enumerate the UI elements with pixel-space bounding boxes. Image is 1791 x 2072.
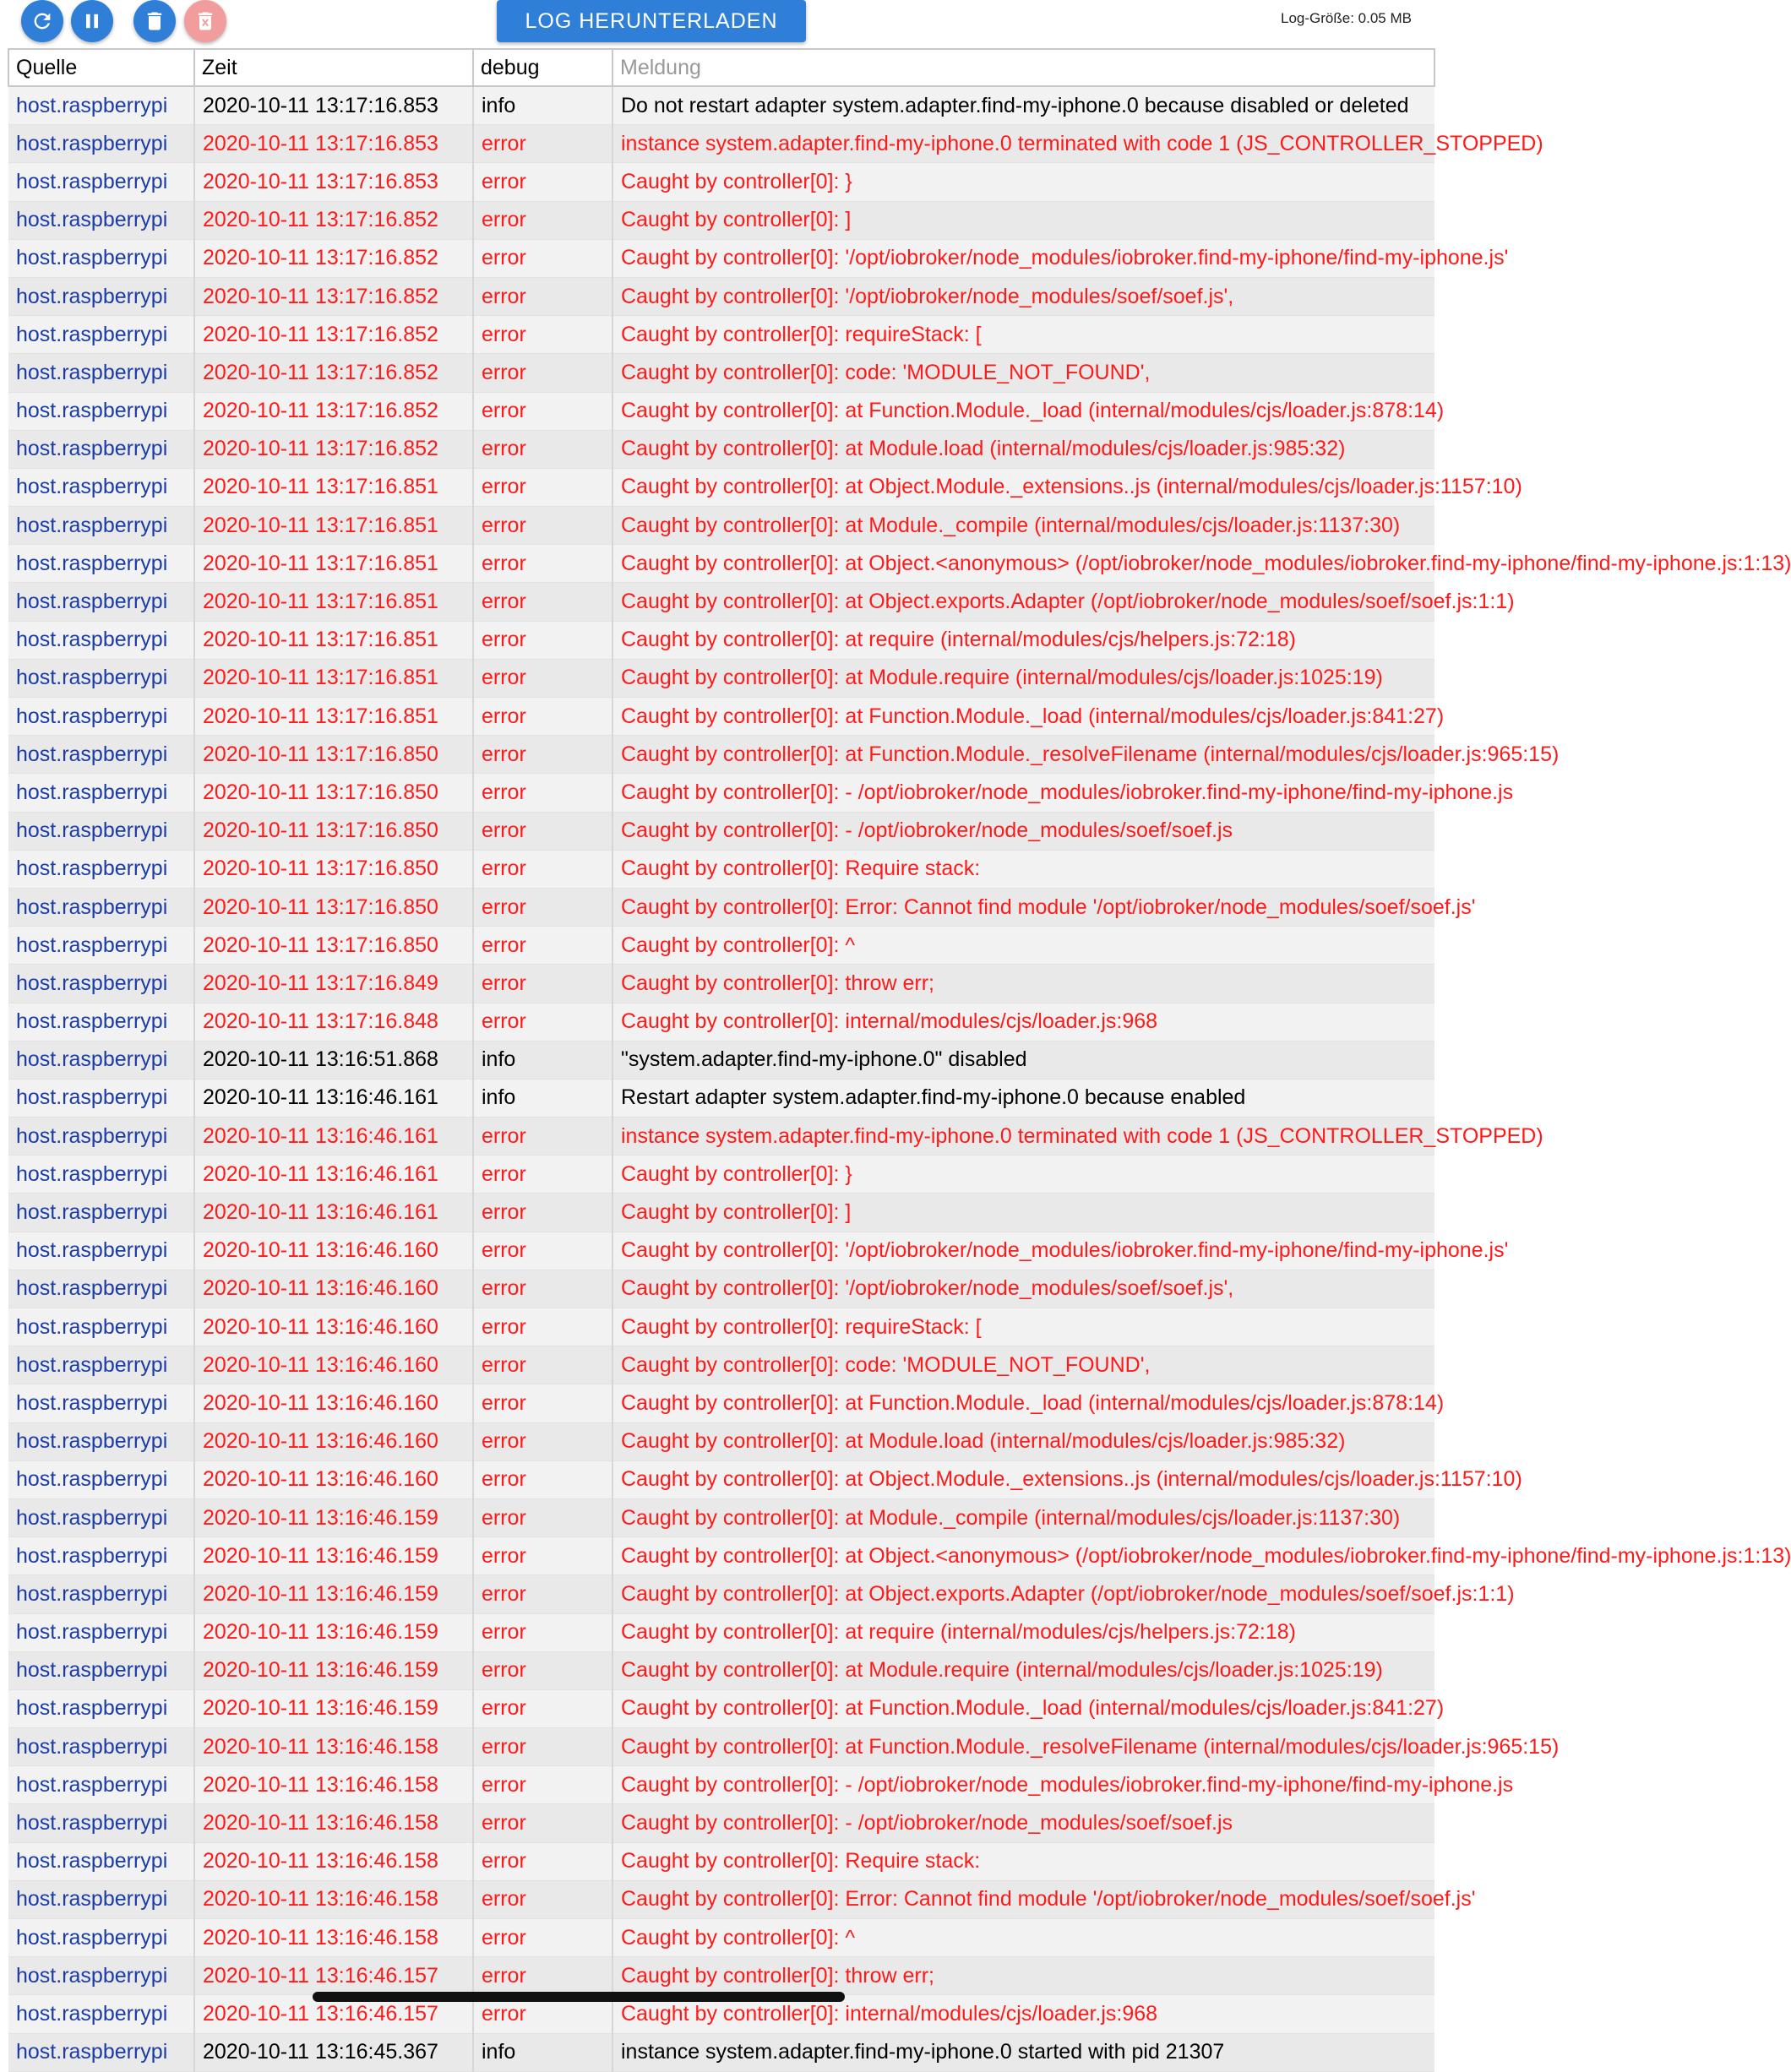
log-time: 2020-10-11 13:16:46.160 [194,1422,473,1460]
log-row [8,1003,1434,1041]
log-row [8,2033,1434,2071]
home-indicator [313,1992,845,2002]
log-level: info [473,86,612,125]
log-source: host.raspberrypi [8,1346,194,1384]
log-source: host.raspberrypi [8,1308,194,1346]
log-message: Caught by controller[0]: at Object.exports.Adapter (/opt/iobroker/node_modules/soef/soef.js:1:1) [612,583,1434,621]
refresh-button[interactable] [21,0,63,42]
log-table-header [8,49,1434,86]
log-row [8,1919,1434,1957]
log-time: 2020-10-11 13:16:46.160 [194,1232,473,1270]
log-message: Caught by controller[0]: at Function.Module._load (internal/modules/cjs/loader.js:841:27) [612,1689,1434,1727]
log-message: Caught by controller[0]: at Object.<anonymous> (/opt/iobroker/node_modules/iobroker.find-my-iphone/find-my-iphone.js:1:13) [612,1537,1434,1575]
log-message: Caught by controller[0]: '/opt/iobroker/node_modules/soef/soef.js', [612,1270,1434,1308]
log-time: 2020-10-11 13:16:46.161 [194,1118,473,1156]
log-message: Caught by controller[0]: at Function.Module._load (internal/modules/cjs/loader.js:878:14) [612,1384,1434,1422]
log-level: error [473,1118,612,1156]
log-time: 2020-10-11 13:16:46.160 [194,1270,473,1308]
refresh-icon [30,9,54,33]
log-message: instance system.adapter.find-my-iphone.0 started with pid 21307 [612,2033,1434,2071]
log-row [8,698,1434,736]
log-time: 2020-10-11 13:16:46.161 [194,1194,473,1232]
log-row [8,1728,1434,1766]
log-time: 2020-10-11 13:16:46.159 [194,1613,473,1651]
log-message: "system.adapter.find-my-iphone.0" disabled [612,1041,1434,1079]
log-level: error [473,1651,612,1689]
header-source[interactable]: Quelle [8,49,194,86]
header-level-select[interactable]: debug [473,49,612,86]
log-time: 2020-10-11 13:17:16.848 [194,1003,473,1041]
log-time: 2020-10-11 13:16:46.159 [194,1689,473,1727]
log-row [8,1804,1434,1842]
log-row [8,1270,1434,1308]
log-level: error [473,1728,612,1766]
log-level: error [473,392,612,430]
log-message: Caught by controller[0]: Error: Cannot find module '/opt/iobroker/node_modules/soef/soef.js' [612,888,1434,926]
log-message: Caught by controller[0]: code: 'MODULE_NOT_FOUND', [612,354,1434,392]
log-level: error [473,1766,612,1804]
log-row [8,1118,1434,1156]
log-row [8,545,1434,583]
log-level: error [473,239,612,277]
log-row [8,736,1434,774]
log-source: host.raspberrypi [8,1232,194,1270]
log-row [8,583,1434,621]
log-row [8,1575,1434,1613]
log-time: 2020-10-11 13:16:45.367 [194,2033,473,2071]
log-source: host.raspberrypi [8,1880,194,1918]
log-time: 2020-10-11 13:17:16.850 [194,888,473,926]
log-row [8,1346,1434,1384]
log-source: host.raspberrypi [8,2033,194,2071]
log-row [8,1308,1434,1346]
log-row [8,163,1434,201]
log-source: host.raspberrypi [8,1156,194,1194]
log-time: 2020-10-11 13:16:46.158 [194,1728,473,1766]
log-message: Caught by controller[0]: '/opt/iobroker/node_modules/iobroker.find-my-iphone/find-my-iphone.js' [612,239,1434,277]
log-table-body [8,86,1791,2071]
log-level: error [473,1460,612,1498]
log-level: error [473,1346,612,1384]
log-time: 2020-10-11 13:17:16.851 [194,621,473,659]
log-message: Caught by controller[0]: ] [612,201,1434,239]
log-time: 2020-10-11 13:17:16.851 [194,659,473,697]
log-row [8,1384,1434,1422]
log-message: Caught by controller[0]: at Object.Module._extensions..js (internal/modules/cjs/loader.js:1157:10) [612,1460,1434,1498]
log-message: Caught by controller[0]: internal/modules/cjs/loader.js:968 [612,1003,1434,1041]
log-level: error [473,277,612,315]
log-source: host.raspberrypi [8,1613,194,1651]
log-level: error [473,736,612,774]
log-message: instance system.adapter.find-my-iphone.0 terminated with code 1 (JS_CONTROLLER_STOPPED) [612,1118,1434,1156]
log-level: error [473,965,612,1003]
log-time: 2020-10-11 13:17:16.852 [194,316,473,354]
log-message: Caught by controller[0]: ] [612,1194,1434,1232]
log-level: error [473,545,612,583]
log-row [8,927,1434,965]
log-level: error [473,163,612,201]
log-time: 2020-10-11 13:17:16.852 [194,239,473,277]
log-time: 2020-10-11 13:16:46.161 [194,1079,473,1117]
log-time: 2020-10-11 13:16:46.158 [194,1804,473,1842]
log-time: 2020-10-11 13:17:16.853 [194,125,473,163]
log-source: host.raspberrypi [8,659,194,697]
log-row [8,430,1434,468]
log-time: 2020-10-11 13:16:46.160 [194,1384,473,1422]
log-level: info [473,1079,612,1117]
log-source: host.raspberrypi [8,1919,194,1957]
log-message: Caught by controller[0]: at require (internal/modules/cjs/helpers.js:72:18) [612,1613,1434,1651]
log-source: host.raspberrypi [8,1575,194,1613]
log-time: 2020-10-11 13:17:16.850 [194,927,473,965]
log-row [8,1498,1434,1536]
download-log-button[interactable]: LOG HERUNTERLADEN [497,0,806,42]
log-source: host.raspberrypi [8,1766,194,1804]
log-time: 2020-10-11 13:16:46.160 [194,1346,473,1384]
log-source: host.raspberrypi [8,888,194,926]
log-source: host.raspberrypi [8,163,194,201]
log-source: host.raspberrypi [8,1422,194,1460]
log-time: 2020-10-11 13:17:16.850 [194,774,473,812]
log-message: Caught by controller[0]: - /opt/iobroker/node_modules/iobroker.find-my-iphone/find-my-iphone.js [612,774,1434,812]
log-level: info [473,2033,612,2071]
log-message: Caught by controller[0]: - /opt/iobroker/node_modules/soef/soef.js [612,812,1434,850]
log-time: 2020-10-11 13:17:16.851 [194,583,473,621]
log-row [8,1156,1434,1194]
log-source: host.raspberrypi [8,1270,194,1308]
log-source: host.raspberrypi [8,1804,194,1842]
log-message: instance system.adapter.find-my-iphone.0 terminated with code 1 (JS_CONTROLLER_STOPPED) [612,125,1434,163]
trash-x-icon [193,9,217,33]
log-time: 2020-10-11 13:17:16.852 [194,430,473,468]
log-message: Caught by controller[0]: Require stack: [612,850,1434,888]
log-row [8,1422,1434,1460]
log-row [8,1079,1434,1117]
log-source: host.raspberrypi [8,277,194,315]
log-message: Caught by controller[0]: Error: Cannot find module '/opt/iobroker/node_modules/soef/soef.js' [612,1880,1434,1918]
log-row [8,850,1434,888]
log-row [8,354,1434,392]
log-level: error [473,468,612,506]
log-source: host.raspberrypi [8,1651,194,1689]
log-source: host.raspberrypi [8,965,194,1003]
log-level: error [473,1194,612,1232]
pause-icon [80,9,104,33]
log-message: Caught by controller[0]: at Module._compile (internal/modules/cjs/loader.js:1137:30) [612,507,1434,545]
log-row [8,1537,1434,1575]
header-message-filter[interactable]: Meldung [612,49,1434,86]
log-message: Caught by controller[0]: at Module.require (internal/modules/cjs/loader.js:1025:19) [612,1651,1434,1689]
log-source: host.raspberrypi [8,1498,194,1536]
log-level: error [473,316,612,354]
log-message: Caught by controller[0]: at Module.load (internal/modules/cjs/loader.js:985:32) [612,1422,1434,1460]
log-row [8,1460,1434,1498]
log-row [8,888,1434,926]
log-source: host.raspberrypi [8,1194,194,1232]
log-source: host.raspberrypi [8,1460,194,1498]
log-message: Caught by controller[0]: at Object.Module._extensions..js (internal/modules/cjs/loader.js:1157:10) [612,468,1434,506]
log-message: Caught by controller[0]: at require (internal/modules/cjs/helpers.js:72:18) [612,621,1434,659]
log-time: 2020-10-11 13:16:46.159 [194,1537,473,1575]
log-time: 2020-10-11 13:17:16.850 [194,736,473,774]
log-level: error [473,430,612,468]
log-source: host.raspberrypi [8,698,194,736]
log-message: Caught by controller[0]: ^ [612,927,1434,965]
log-message: Caught by controller[0]: at Module.load (internal/modules/cjs/loader.js:985:32) [612,430,1434,468]
log-time: 2020-10-11 13:17:16.851 [194,468,473,506]
log-source: host.raspberrypi [8,1995,194,2033]
log-source: host.raspberrypi [8,812,194,850]
log-time: 2020-10-11 13:16:46.159 [194,1651,473,1689]
log-message: Caught by controller[0]: ^ [612,1919,1434,1957]
log-source: host.raspberrypi [8,850,194,888]
log-level: error [473,1575,612,1613]
log-row [8,86,1434,125]
log-message: Caught by controller[0]: throw err; [612,1957,1434,1995]
log-level: error [473,1919,612,1957]
log-message: Caught by controller[0]: requireStack: [ [612,1308,1434,1346]
pause-button[interactable] [71,0,113,42]
log-row [8,1689,1434,1727]
log-level: error [473,1156,612,1194]
log-message: Caught by controller[0]: Require stack: [612,1842,1434,1880]
trash-icon [143,9,166,33]
log-time: 2020-10-11 13:17:16.851 [194,698,473,736]
clear-log-button[interactable] [184,0,226,42]
log-source: host.raspberrypi [8,1842,194,1880]
log-time: 2020-10-11 13:17:16.849 [194,965,473,1003]
log-level: error [473,1995,612,2033]
log-message: Caught by controller[0]: at Module._compile (internal/modules/cjs/loader.js:1137:30) [612,1498,1434,1536]
log-message: Caught by controller[0]: at Object.exports.Adapter (/opt/iobroker/node_modules/soef/soef.js:1:1) [612,1575,1434,1613]
log-time: 2020-10-11 13:16:46.161 [194,1156,473,1194]
log-message: Caught by controller[0]: at Function.Module._resolveFilename (internal/modules/cjs/loader.js:965:15) [612,1728,1434,1766]
log-message: Caught by controller[0]: } [612,1156,1434,1194]
log-level: error [473,1232,612,1270]
log-source: host.raspberrypi [8,583,194,621]
log-level: error [473,621,612,659]
log-row [8,621,1434,659]
log-source: host.raspberrypi [8,1003,194,1041]
header-time[interactable]: Zeit [194,49,473,86]
log-level: error [473,1422,612,1460]
log-source: host.raspberrypi [8,1079,194,1117]
log-level: error [473,201,612,239]
log-message: Caught by controller[0]: at Module.require (internal/modules/cjs/loader.js:1025:19) [612,659,1434,697]
log-level: error [473,507,612,545]
log-row [8,468,1434,506]
log-message: Do not restart adapter system.adapter.find-my-iphone.0 because disabled or deleted [612,86,1434,125]
log-level: error [473,1003,612,1041]
log-time: 2020-10-11 13:17:16.851 [194,507,473,545]
log-level: error [473,812,612,850]
log-time: 2020-10-11 13:16:46.158 [194,1919,473,1957]
log-level: error [473,888,612,926]
log-size-label: Log-Größe: 0.05 MB [1281,10,1412,26]
log-message: Caught by controller[0]: internal/modules/cjs/loader.js:968 [612,1995,1434,2033]
log-source: host.raspberrypi [8,621,194,659]
log-level: error [473,1842,612,1880]
log-level: error [473,1880,612,1918]
log-level: error [473,1308,612,1346]
log-time: 2020-10-11 13:16:51.868 [194,1041,473,1079]
log-row [8,1880,1434,1918]
log-source: host.raspberrypi [8,1118,194,1156]
log-time: 2020-10-11 13:16:46.159 [194,1498,473,1536]
log-row [8,507,1434,545]
log-level: error [473,354,612,392]
log-source: host.raspberrypi [8,392,194,430]
log-level: error [473,1384,612,1422]
log-level: error [473,1613,612,1651]
log-source: host.raspberrypi [8,1728,194,1766]
log-source: host.raspberrypi [8,1957,194,1995]
log-source: host.raspberrypi [8,1689,194,1727]
log-row [8,392,1434,430]
log-row [8,1613,1434,1651]
log-time: 2020-10-11 13:16:46.160 [194,1460,473,1498]
log-time: 2020-10-11 13:17:16.850 [194,812,473,850]
log-level: info [473,1041,612,1079]
log-message: Caught by controller[0]: - /opt/iobroker/node_modules/soef/soef.js [612,1804,1434,1842]
log-level: error [473,583,612,621]
log-message: Restart adapter system.adapter.find-my-iphone.0 because enabled [612,1079,1434,1117]
log-level: error [473,927,612,965]
log-source: host.raspberrypi [8,316,194,354]
log-source: host.raspberrypi [8,468,194,506]
log-row [8,201,1434,239]
delete-log-button[interactable] [133,0,176,42]
log-source: host.raspberrypi [8,201,194,239]
log-time: 2020-10-11 13:16:46.158 [194,1842,473,1880]
log-message: Caught by controller[0]: '/opt/iobroker/node_modules/soef/soef.js', [612,277,1434,315]
log-time: 2020-10-11 13:16:46.157 [194,1957,473,1995]
log-row [8,1041,1434,1079]
log-row [8,1194,1434,1232]
log-level: error [473,698,612,736]
log-row [8,1842,1434,1880]
log-message: Caught by controller[0]: at Function.Module._resolveFilename (internal/modules/cjs/loader.js:965:15) [612,736,1434,774]
log-toolbar [0,0,1445,47]
log-message: Caught by controller[0]: } [612,163,1434,201]
log-row [8,1651,1434,1689]
log-message: Caught by controller[0]: throw err; [612,965,1434,1003]
log-row [8,316,1434,354]
log-time: 2020-10-11 13:17:16.852 [194,354,473,392]
log-message: Caught by controller[0]: at Object.<anonymous> (/opt/iobroker/node_modules/iobroker.find-my-iphone/find-my-iphone.js:1:13) [612,545,1434,583]
log-message: Caught by controller[0]: at Function.Module._load (internal/modules/cjs/loader.js:878:14) [612,392,1434,430]
log-level: error [473,1270,612,1308]
log-time: 2020-10-11 13:17:16.852 [194,277,473,315]
log-message: Caught by controller[0]: - /opt/iobroker/node_modules/iobroker.find-my-iphone/find-my-iphone.js [612,1766,1434,1804]
log-row [8,1766,1434,1804]
log-row [8,277,1434,315]
log-level: error [473,1689,612,1727]
log-time: 2020-10-11 13:17:16.852 [194,392,473,430]
log-source: host.raspberrypi [8,125,194,163]
log-row [8,125,1434,163]
log-level: error [473,659,612,697]
log-time: 2020-10-11 13:16:46.157 [194,1995,473,2033]
log-level: error [473,1804,612,1842]
log-time: 2020-10-11 13:16:46.158 [194,1766,473,1804]
log-time: 2020-10-11 13:17:16.850 [194,850,473,888]
log-time: 2020-10-11 13:16:46.159 [194,1575,473,1613]
log-level: error [473,1498,612,1536]
log-message: Caught by controller[0]: at Function.Module._load (internal/modules/cjs/loader.js:841:27) [612,698,1434,736]
log-source: host.raspberrypi [8,86,194,125]
log-time: 2020-10-11 13:16:46.160 [194,1308,473,1346]
log-level: error [473,850,612,888]
log-row [8,812,1434,850]
log-table [8,48,1791,2072]
log-row [8,1232,1434,1270]
log-source: host.raspberrypi [8,354,194,392]
log-source: host.raspberrypi [8,507,194,545]
log-level: error [473,774,612,812]
log-message: Caught by controller[0]: '/opt/iobroker/node_modules/iobroker.find-my-iphone/find-my-iphone.js' [612,1232,1434,1270]
log-source: host.raspberrypi [8,1537,194,1575]
log-message: Caught by controller[0]: requireStack: [ [612,316,1434,354]
log-time: 2020-10-11 13:17:16.853 [194,86,473,125]
log-level: error [473,1537,612,1575]
log-source: host.raspberrypi [8,774,194,812]
log-level: error [473,1957,612,1995]
log-message: Caught by controller[0]: code: 'MODULE_NOT_FOUND', [612,1346,1434,1384]
log-level: error [473,125,612,163]
log-source: host.raspberrypi [8,1041,194,1079]
log-row [8,774,1434,812]
log-source: host.raspberrypi [8,239,194,277]
log-time: 2020-10-11 13:16:46.158 [194,1880,473,1918]
log-source: host.raspberrypi [8,1384,194,1422]
log-row [8,239,1434,277]
log-time: 2020-10-11 13:17:16.851 [194,545,473,583]
log-source: host.raspberrypi [8,545,194,583]
log-time: 2020-10-11 13:17:16.852 [194,201,473,239]
log-source: host.raspberrypi [8,430,194,468]
log-time: 2020-10-11 13:17:16.853 [194,163,473,201]
log-source: host.raspberrypi [8,736,194,774]
log-source: host.raspberrypi [8,927,194,965]
log-row [8,1957,1434,1995]
log-row [8,659,1434,697]
log-row [8,965,1434,1003]
